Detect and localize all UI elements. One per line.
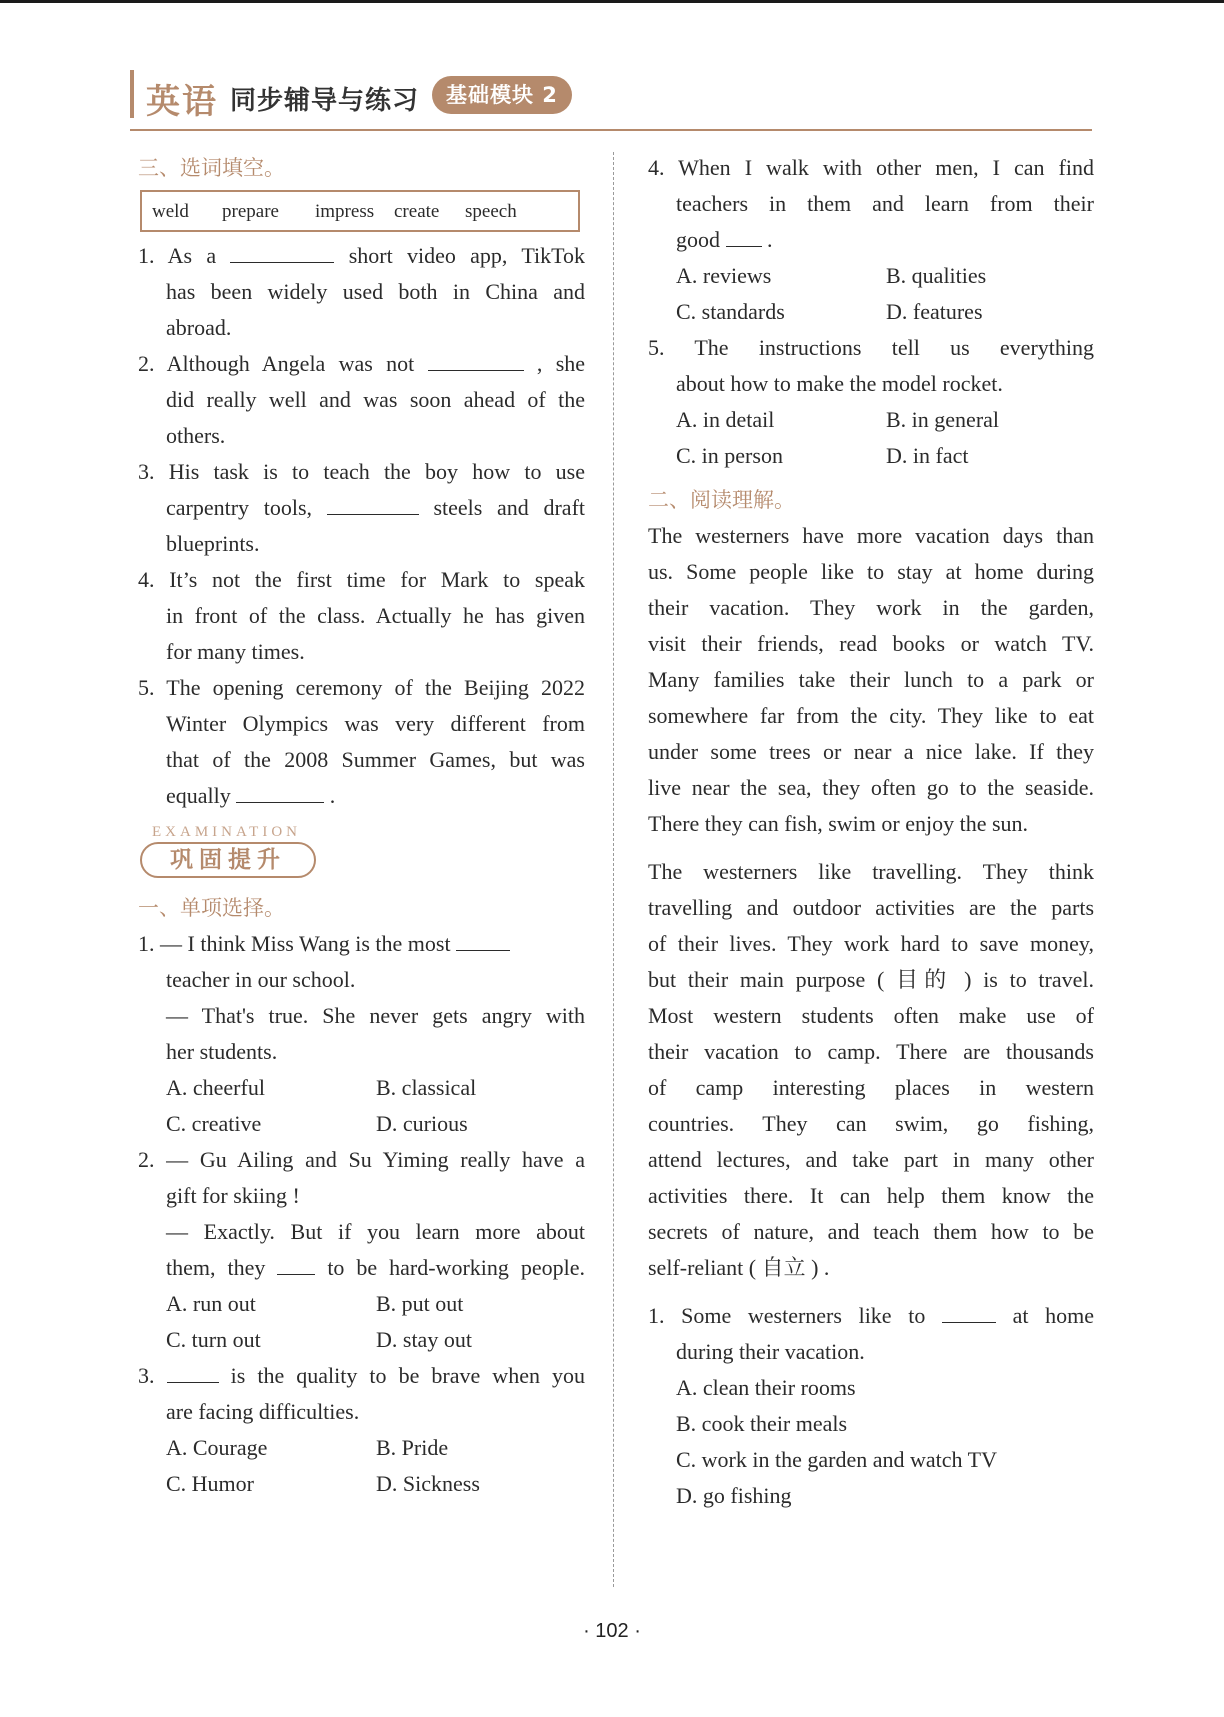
mc-options [648, 402, 1094, 438]
fill-item-line: for many times. [166, 639, 305, 664]
mc-question-4: 4. When I walk with other men, I can find [648, 155, 1094, 180]
answer-blank [726, 228, 762, 247]
passage-line: Many families take their lunch to a park or [648, 667, 1094, 692]
fill-item-line: blueprints. [166, 531, 260, 556]
fill-item-line: others. [166, 423, 226, 448]
passage-line: live near the sea, they often go to the seaside. [648, 775, 1094, 800]
right-column [648, 150, 1094, 1514]
mc-question-2: 2. — Gu Ailing and Su Yiming really have a [138, 1147, 585, 1172]
fill-item-line: abroad. [166, 315, 232, 340]
answer-blank [327, 496, 419, 515]
passage-line: but their main purpose ( 目的 ) is to travel. [648, 967, 1094, 992]
fill-item-line: Winter Olympics was very different from [166, 711, 585, 736]
option-b[interactable]: B. qualities [886, 263, 987, 288]
passage-line: secrets of nature, and teach them how to be [648, 1219, 1094, 1244]
passage-line: their vacation. They work in the garden, [648, 595, 1094, 620]
page-number: · 102 · [583, 1620, 641, 1642]
option-d[interactable]: D. in fact [886, 443, 969, 468]
answer-blank [167, 1364, 219, 1383]
answer-blank [456, 932, 510, 951]
option-b[interactable]: B. in general [886, 407, 1000, 432]
question-line: during their vacation. [676, 1339, 865, 1364]
top-border [0, 0, 1224, 3]
option-d[interactable]: D. features [886, 299, 983, 324]
passage-line: somewhere far from the city. They like to eat [648, 703, 1094, 728]
mc-options [138, 1106, 585, 1142]
passage-line: under some trees or near a nice lake. If they [648, 739, 1094, 764]
fill-item-2: 2. Although Angela was not , she [138, 351, 586, 376]
mc-line: her students. [166, 1039, 278, 1064]
left-column [138, 150, 585, 1502]
passage-line: countries. They can swim, go fishing, [648, 1111, 1094, 1136]
answer-blank [230, 244, 334, 263]
option-d[interactable]: D. curious [376, 1111, 468, 1136]
section2-title: 二、阅读理解。 [648, 488, 795, 512]
header-rule [130, 129, 1092, 131]
option-a[interactable]: A. reviews [676, 263, 772, 288]
reading-passage-1 [648, 518, 1094, 842]
fill-item-3: 3. His task is to teach the boy how to use [138, 459, 585, 484]
answer-blank [428, 352, 524, 371]
passage-line: of their lives. They work hard to save money, [648, 931, 1094, 956]
option-c[interactable]: C. work in the garden and watch TV [676, 1447, 997, 1472]
mc-line: — Exactly. But if you learn more about [166, 1219, 585, 1244]
word-bank-item: weld [152, 201, 189, 222]
answer-blank [236, 784, 324, 803]
option-a[interactable]: A. Courage [166, 1435, 268, 1460]
mc-line: teacher in our school. [166, 967, 356, 992]
option-c[interactable]: C. in person [676, 443, 783, 468]
fill-item-line: carpentry tools, steels and draft [166, 495, 586, 520]
fill-item-line: has been widely used both in China and [166, 279, 585, 304]
column-divider [613, 152, 614, 1587]
mc-options [138, 1430, 585, 1466]
option-d[interactable]: D. stay out [376, 1327, 472, 1352]
header-subject: 英语 [146, 82, 218, 122]
answer-blank [277, 1256, 315, 1275]
mc-line: gift for skiing ! [166, 1183, 300, 1208]
header-book-title: 同步辅导与练习 [230, 86, 420, 116]
option-b[interactable]: B. Pride [376, 1435, 449, 1460]
option-b[interactable]: B. classical [376, 1075, 477, 1100]
passage-line: The westerners have more vacation days than [648, 523, 1094, 548]
mc-options [138, 1322, 585, 1358]
mc-line: about how to make the model rocket. [676, 371, 1003, 396]
mc-question-1: 1. — I think Miss Wang is the most [138, 926, 585, 962]
passage-line: There they can fish, swim or enjoy the sun. [648, 811, 1029, 836]
word-bank-item: create [394, 201, 440, 222]
mc-options [138, 1286, 585, 1322]
passage-line: Most western students often make use of [648, 1003, 1094, 1028]
mc-question-3: 3. is the quality to be brave when you [138, 1363, 586, 1388]
fill-item-line: that of the 2008 Summer Games, but was [166, 747, 585, 772]
section1-title: 一、单项选择。 [138, 896, 285, 920]
option-c[interactable]: C. standards [676, 299, 785, 324]
mc-options [648, 294, 1094, 330]
passage-line: their vacation to camp. There are thousands [648, 1039, 1094, 1064]
header-accent-bar [130, 70, 134, 118]
mc-line: — That's true. She never gets angry with [166, 1003, 585, 1028]
mc-options [648, 438, 1094, 474]
word-bank-item: speech [465, 201, 517, 222]
reading-question-1: 1. Some westerners like to at home [648, 1303, 1094, 1328]
passage-line: attend lectures, and take part in many other [648, 1147, 1094, 1172]
examination-label: EXAMINATION [152, 824, 301, 840]
reading-passage-2 [648, 854, 1094, 1286]
option-c[interactable]: C. turn out [166, 1327, 261, 1352]
mc-options [138, 1466, 585, 1502]
passage-line: visit their friends, read books or watch TV. [648, 631, 1094, 656]
mc-line: teachers in them and learn from their [676, 191, 1094, 216]
fill-item-5: 5. The opening ceremony of the Beijing 2022 [138, 675, 585, 700]
mc-line: them, they to be hard-working people. [166, 1255, 586, 1280]
fill-item-line: in front of the class. Actually he has given [166, 603, 585, 628]
option-c[interactable]: C. Humor [166, 1471, 254, 1496]
passage-line: of camp interesting places in western [648, 1075, 1094, 1100]
fill-item-line: did really well and was soon ahead of the [166, 387, 585, 412]
mc-line: are facing difficulties. [166, 1399, 360, 1424]
option-b[interactable]: B. put out [376, 1291, 464, 1316]
page-header [130, 70, 1090, 120]
fill-item-4: 4. It’s not the first time for Mark to speak [138, 567, 585, 592]
passage-line: travelling and outdoor activities are the parts [648, 895, 1094, 920]
passage-line: self-reliant ( 自立 ) . [648, 1255, 830, 1280]
passage-line: The westerners like travelling. They think [648, 859, 1094, 884]
examination-banner [138, 824, 585, 890]
option-c[interactable]: C. creative [166, 1111, 262, 1136]
word-bank [140, 190, 580, 232]
passage-line: us. Some people like to stay at home during [648, 559, 1094, 584]
word-bank-item: prepare [222, 201, 279, 222]
option-a[interactable]: A. run out [166, 1291, 256, 1316]
mc-line: good . [676, 227, 773, 252]
option-d[interactable]: D. go fishing [676, 1483, 792, 1508]
mc-question-5: 5. The instructions tell us everything [648, 335, 1094, 360]
option-d[interactable]: D. Sickness [376, 1471, 480, 1496]
option-a[interactable]: A. in detail [676, 407, 775, 432]
option-a[interactable]: A. clean their rooms [676, 1375, 856, 1400]
examination-title: 巩固提升 [140, 842, 316, 878]
option-a[interactable]: A. cheerful [166, 1075, 265, 1100]
answer-blank [942, 1304, 996, 1323]
header-module-badge: 基础模块 2 [432, 76, 572, 114]
passage-line: activities there. It can help them know the [648, 1183, 1094, 1208]
mc-options [648, 258, 1094, 294]
word-bank-item: impress [315, 201, 375, 222]
mc-options [138, 1070, 585, 1106]
fill-item-1: 1. As a short video app, TikTok [138, 243, 585, 268]
section3-title: 三、选词填空。 [138, 156, 285, 180]
fill-item-line: equally . [166, 783, 336, 808]
option-b[interactable]: B. cook their meals [676, 1411, 848, 1436]
